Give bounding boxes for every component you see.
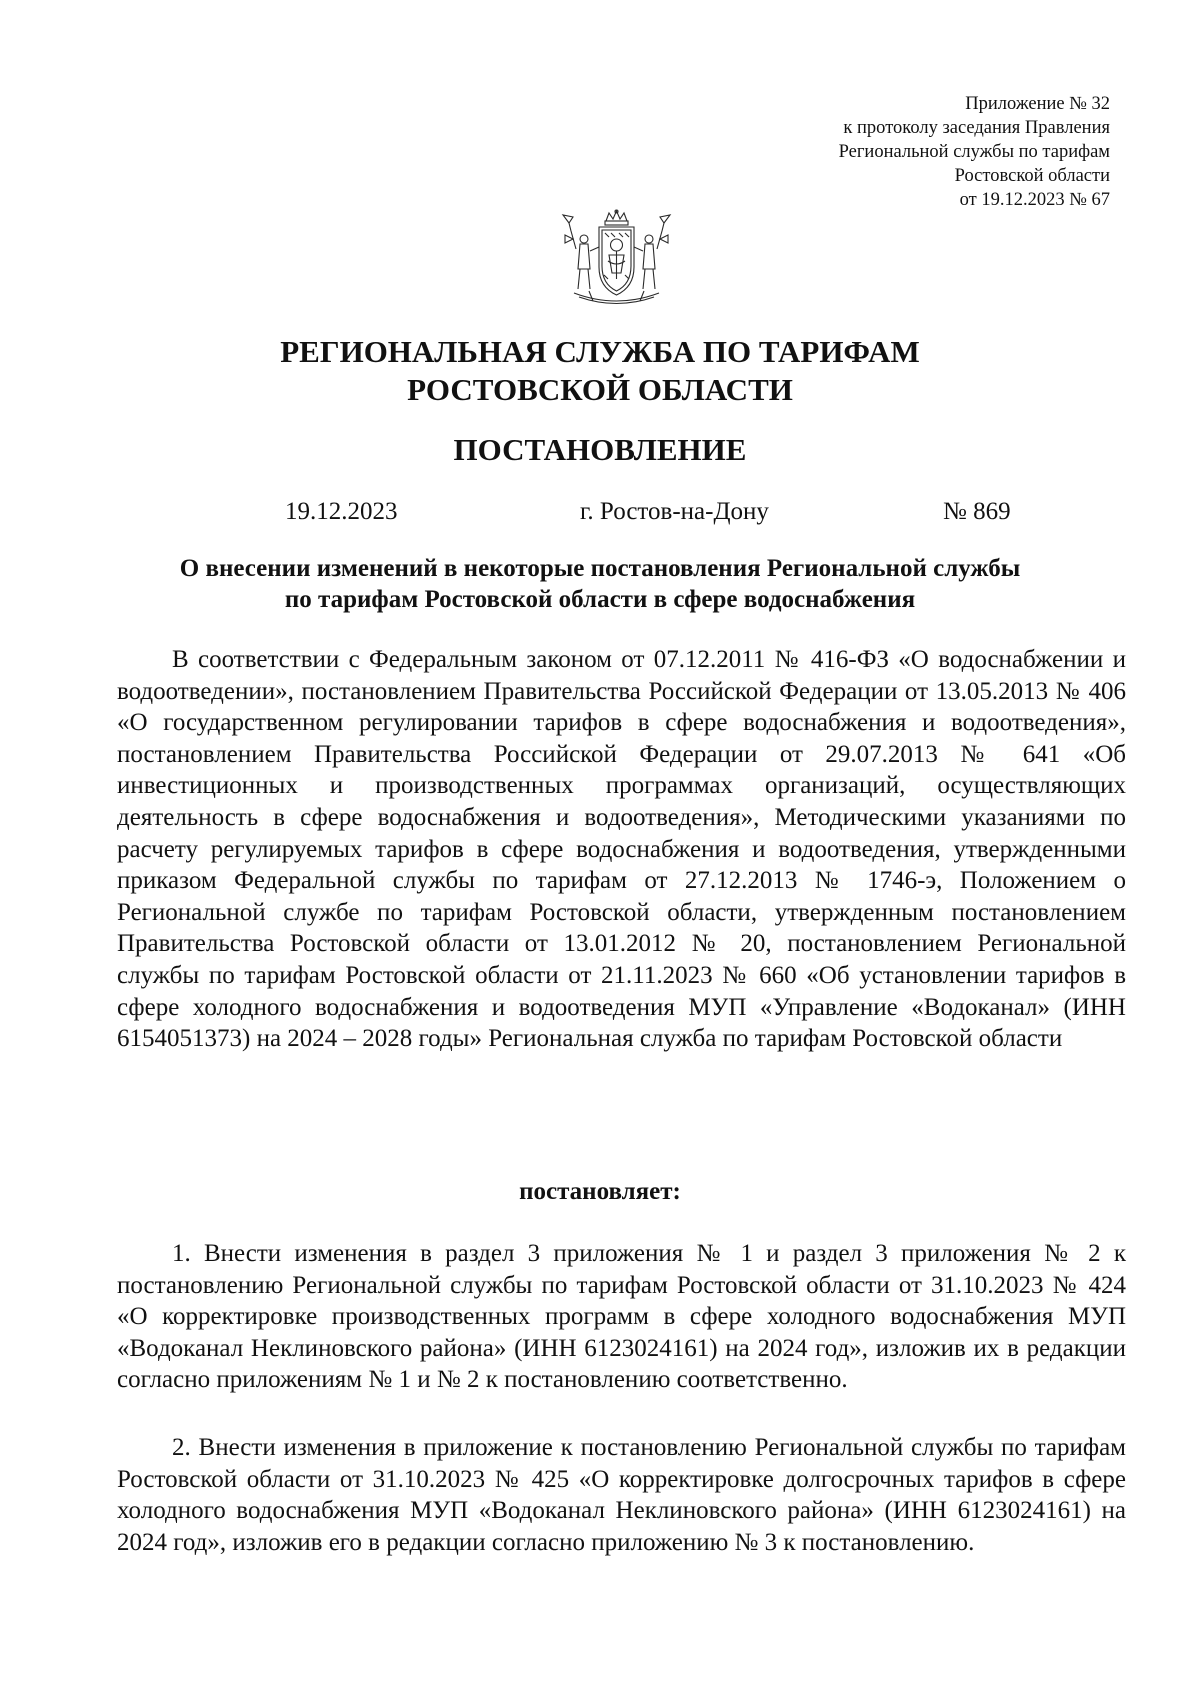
- appendix-line-1: Приложение № 32: [965, 94, 1110, 114]
- organization-title-line-1: РЕГИОНАЛЬНАЯ СЛУЖБА ПО ТАРИФАМ: [280, 334, 920, 369]
- document-subject: [0, 553, 1200, 615]
- resolves-heading: постановляет:: [519, 1178, 681, 1205]
- document-city: г. Ростов-на-Дону: [580, 498, 769, 525]
- document-subject-line-1: О внесении изменений в некоторые постановления Региональной службы: [179, 555, 1021, 582]
- document-number: № 869: [943, 498, 1011, 525]
- appendix-line-3: Региональной службы по тарифам: [838, 142, 1110, 162]
- preamble-paragraph: В соответствии с Федеральным законом от 07.12.2011 № 416-ФЗ «О водоснабжении и водоотведении», постановлением Правительства Российской Федерации от 13.05.2013 № 406 «О государственном регулировании тарифов в сфере водоснабжения и водоотведения», постановлением Правительства Российской Федерации от 29.07.2013 № 641 «Об инвестиционных и производственных программах организаций, осуществляющих деятельность в сфере водоснабжения и водоотведения», Методическими указаниями по расчету регулируемых тарифов в сфере водоснабжения и водоотведения, утвержденными приказом Федеральной службы по тарифам от 27.12.2013 № 1746-э, Положением о Региональной службе по тарифам Ростовской области, утвержденным постановлением Правительства Ростовской области от 13.01.2012 № 20, постановлением Региональной службы по тарифам Ростовской области от 21.11.2023 № 660 «Об установлении тарифов в сфере холодного водоснабжения и водоотведения МУП «Управление «Водоканал» (ИНН 6154051373) на 2024 – 2028 годы» Региональная служба по тарифам Ростовской области: [117, 646, 1126, 1053]
- document-subject-line-2: по тарифам Ростовской области в сфере водоснабжения: [284, 586, 916, 613]
- appendix-line-5: от 19.12.2023 № 67: [959, 190, 1110, 210]
- appendix-line-2: к протоколу заседания Правления: [843, 118, 1110, 138]
- rostov-oblast-coat-of-arms-icon: [559, 209, 674, 310]
- appendix-note: [839, 92, 1110, 212]
- organization-title: [0, 333, 1200, 409]
- resolution-item-2: 2. Внести изменения в приложение к постановлению Региональной службы по тарифам Ростовской области от 31.10.2023 № 425 «О корректировке долгосрочных тарифов в сфере холодного водоснабжения МУП «Водоканал Неклиновского района» (ИНН 6123024161) на 2024 год», изложив его в редакции согласно приложению № 3 к постановлению.: [117, 1434, 1126, 1556]
- resolution-item-1: 1. Внести изменения в раздел 3 приложения № 1 и раздел 3 приложения № 2 к постановлению Региональной службы по тарифам Ростовской области от 31.10.2023 № 424 «О корректировке производственных программ в сфере холодного водоснабжения МУП «Водоканал Неклиновского района» (ИНН 6123024161) на 2024 год», изложив их в редакции согласно приложениям № 1 и № 2 к постановлению соответственно.: [117, 1240, 1126, 1394]
- document-date: 19.12.2023: [285, 498, 398, 525]
- document-type: ПОСТАНОВЛЕНИЕ: [453, 432, 747, 467]
- organization-title-line-2: РОСТОВСКОЙ ОБЛАСТИ: [407, 372, 793, 407]
- appendix-line-4: Ростовской области: [954, 166, 1110, 186]
